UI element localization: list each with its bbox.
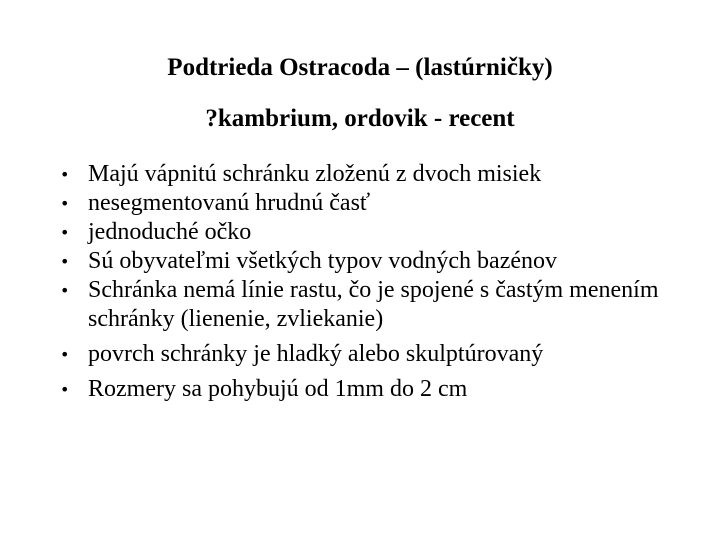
bullet-text: povrch schránky je hladký alebo skulptúrovaný: [88, 341, 544, 367]
bullet-text: jednoduché očko: [88, 219, 252, 245]
bullet-icon: •: [60, 252, 70, 271]
bullet-icon: •: [60, 165, 70, 184]
bullet-item: [60, 340, 700, 369]
bullet-item: [60, 218, 700, 247]
bullet-item: [60, 160, 700, 189]
bullet-text: Schránka nemá línie rastu, čo je spojené s častým menením schránky (lienenie, zvliekanie): [88, 277, 659, 332]
bullet-item: [60, 247, 700, 276]
bullet-text: Rozmery sa pohybujú od 1mm do 2 cm: [88, 376, 468, 402]
bullet-icon: •: [60, 380, 70, 399]
bullet-icon: •: [60, 194, 70, 213]
slide-subtitle: ?kambrium, ordovik - recent: [205, 105, 515, 132]
bullet-icon: •: [60, 281, 70, 300]
bullet-list: [60, 160, 700, 404]
bullet-icon: •: [60, 223, 70, 242]
bullet-item: [60, 189, 700, 218]
bullet-item: [60, 375, 700, 404]
bullet-text: nesegmentovanú hrudnú časť: [88, 190, 371, 216]
bullet-icon: •: [60, 345, 70, 364]
slide-title: Podtrieda Ostracoda – (lastúrničky): [167, 54, 553, 81]
bullet-text: Sú obyvateľmi všetkých typov vodných bazénov: [88, 248, 557, 274]
bullet-item: [60, 276, 700, 334]
bullet-text: Majú vápnitú schránku zloženú z dvoch misiek: [88, 161, 542, 187]
